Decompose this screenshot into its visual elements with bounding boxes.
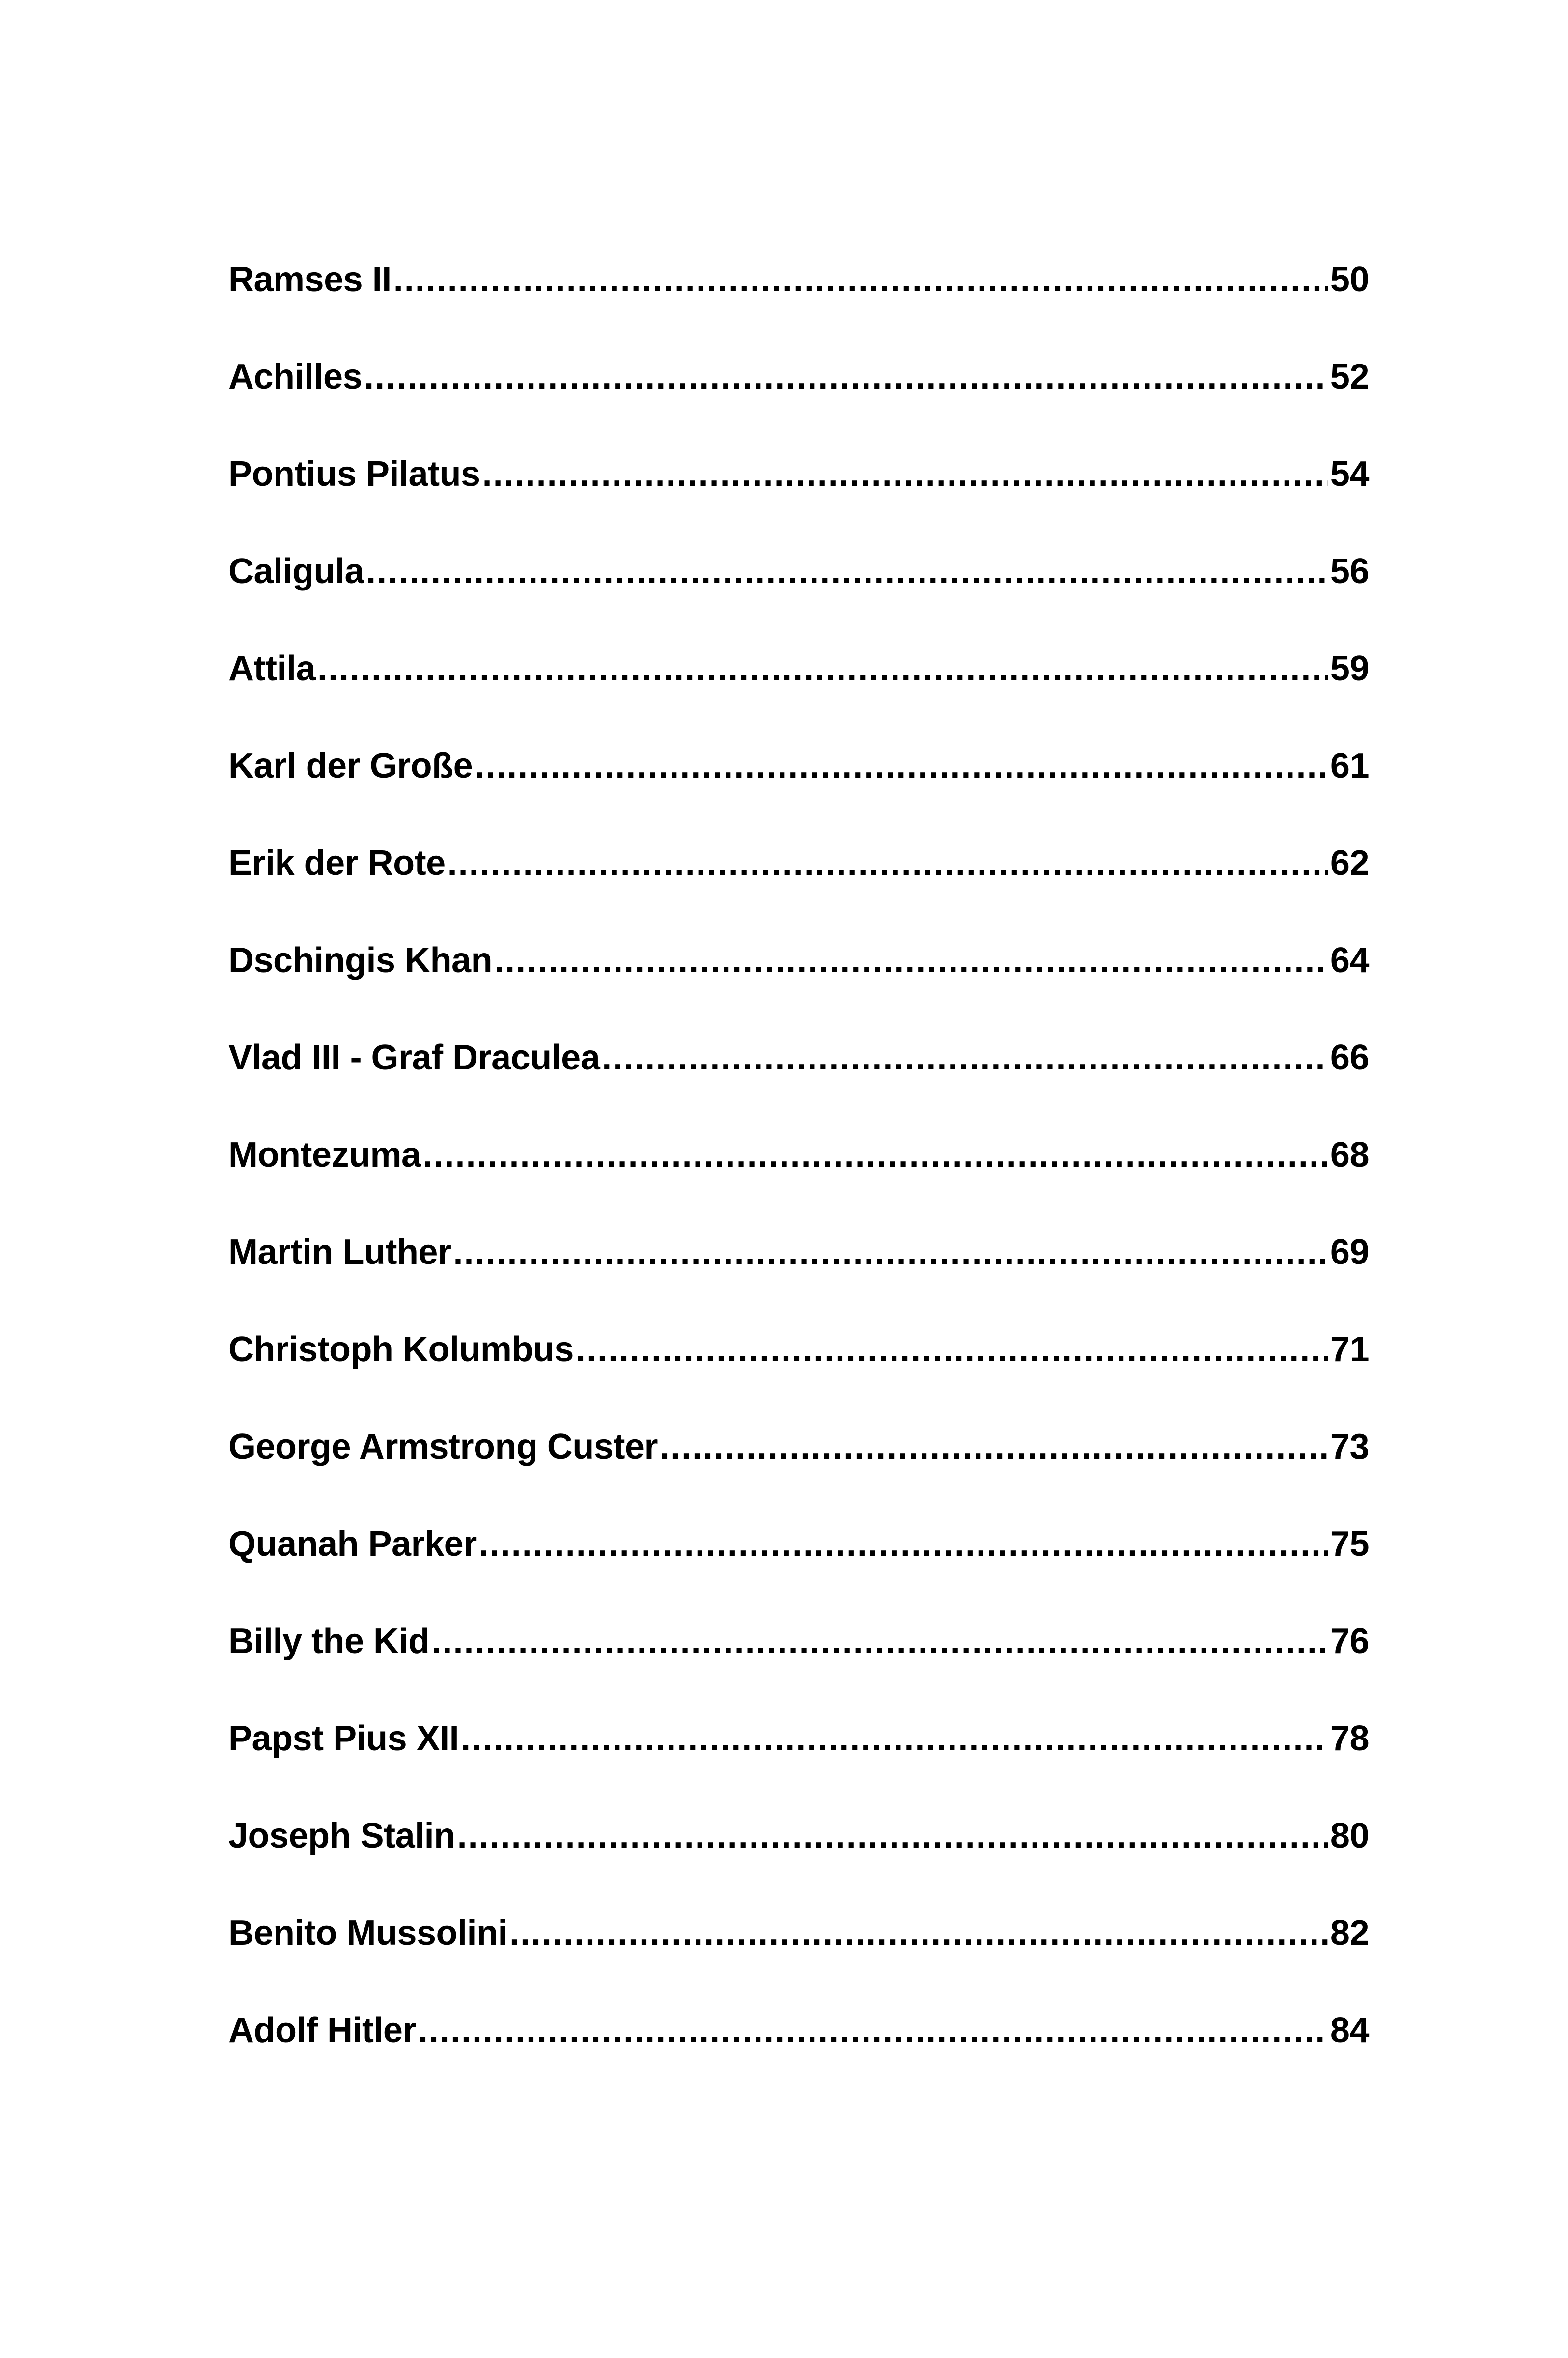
toc-entry-pontius-pilatus[interactable]	[228, 425, 1369, 523]
toc-entry-title: Dschingis Khan	[228, 941, 493, 980]
toc-entry-karl-der-grosse[interactable]	[228, 717, 1369, 814]
toc-entry-page: 84	[1330, 2011, 1369, 2050]
toc-entry-christoph-kolumbus[interactable]	[228, 1301, 1369, 1398]
toc-dot-leader	[475, 746, 1328, 786]
toc-entry-page: 66	[1330, 1038, 1369, 1077]
toc-entry-page: 54	[1330, 454, 1369, 494]
toc-entry-page: 80	[1330, 1816, 1369, 1855]
toc-entry-montezuma[interactable]	[228, 1106, 1369, 1204]
toc-entry-page: 59	[1330, 649, 1369, 688]
toc-entry-title: Benito Mussolini	[228, 1913, 507, 1953]
toc-dot-leader	[660, 1427, 1328, 1467]
toc-entry-title: Erik der Rote	[228, 843, 446, 883]
toc-entry-title: Quanah Parker	[228, 1524, 477, 1564]
toc-dot-leader	[366, 551, 1328, 591]
toc-dot-leader	[448, 843, 1328, 883]
toc-entry-page: 56	[1330, 552, 1369, 591]
toc-entry-page: 82	[1330, 1913, 1369, 1953]
toc-entry-ramses-ii[interactable]	[228, 231, 1369, 328]
toc-entry-title: Christoph Kolumbus	[228, 1330, 574, 1369]
toc-entry-achilles[interactable]	[228, 328, 1369, 425]
toc-entry-title: Papst Pius XII	[228, 1719, 459, 1758]
toc-entry-page: 62	[1330, 843, 1369, 883]
toc-dot-leader	[576, 1329, 1328, 1370]
toc-dot-leader	[509, 1913, 1328, 1953]
toc-entry-vlad-iii[interactable]	[228, 1009, 1369, 1106]
table-of-contents	[228, 231, 1369, 2079]
toc-entry-martin-luther[interactable]	[228, 1204, 1369, 1301]
toc-entry-title: Caligula	[228, 552, 364, 591]
toc-entry-page: 78	[1330, 1719, 1369, 1758]
toc-entry-benito-mussolini[interactable]	[228, 1884, 1369, 1982]
toc-entry-page: 52	[1330, 357, 1369, 396]
toc-entry-attila[interactable]	[228, 620, 1369, 717]
toc-entry-title: Achilles	[228, 357, 363, 396]
toc-dot-leader	[364, 357, 1328, 397]
toc-entry-title: Billy the Kid	[228, 1622, 430, 1661]
toc-entry-title: Attila	[228, 649, 315, 688]
toc-entry-title: Pontius Pilatus	[228, 454, 480, 494]
toc-dot-leader	[602, 1038, 1328, 1078]
toc-dot-leader	[479, 1524, 1328, 1564]
toc-entry-joseph-stalin[interactable]	[228, 1787, 1369, 1884]
toc-entry-page: 75	[1330, 1524, 1369, 1564]
toc-entry-title: Adolf Hitler	[228, 2011, 416, 2050]
toc-entry-page: 61	[1330, 746, 1369, 786]
toc-dot-leader	[432, 1621, 1328, 1661]
toc-entry-george-armstrong-custer[interactable]	[228, 1398, 1369, 1495]
toc-entry-papst-pius-xii[interactable]	[228, 1690, 1369, 1787]
toc-entry-page: 71	[1330, 1330, 1369, 1369]
toc-entry-title: Joseph Stalin	[228, 1816, 455, 1855]
toc-entry-quanah-parker[interactable]	[228, 1495, 1369, 1593]
toc-dot-leader	[418, 2010, 1328, 2050]
toc-dot-leader	[457, 1816, 1328, 1856]
toc-entry-page: 69	[1330, 1233, 1369, 1272]
toc-entry-title: Vlad III - Graf Draculea	[228, 1038, 600, 1077]
toc-dot-leader	[494, 940, 1328, 981]
toc-entry-title: Montezuma	[228, 1135, 421, 1175]
toc-entry-billy-the-kid[interactable]	[228, 1593, 1369, 1690]
toc-entry-title: Martin Luther	[228, 1233, 451, 1272]
toc-entry-caligula[interactable]	[228, 523, 1369, 620]
toc-entry-title: Karl der Große	[228, 746, 473, 786]
toc-entry-page: 76	[1330, 1622, 1369, 1661]
toc-entry-title: Ramses II	[228, 260, 392, 299]
toc-dot-leader	[393, 259, 1328, 300]
toc-dot-leader	[461, 1718, 1328, 1759]
toc-entry-erik-der-rote[interactable]	[228, 814, 1369, 912]
toc-dot-leader	[482, 454, 1328, 494]
toc-entry-page: 50	[1330, 260, 1369, 299]
toc-entry-page: 64	[1330, 941, 1369, 980]
toc-entry-dschingis-khan[interactable]	[228, 912, 1369, 1009]
toc-entry-page: 68	[1330, 1135, 1369, 1175]
toc-entry-adolf-hitler[interactable]	[228, 1982, 1369, 2079]
toc-dot-leader	[317, 648, 1328, 689]
toc-dot-leader	[423, 1135, 1328, 1175]
toc-entry-title: George Armstrong Custer	[228, 1427, 658, 1466]
toc-dot-leader	[453, 1232, 1328, 1272]
toc-entry-page: 73	[1330, 1427, 1369, 1466]
